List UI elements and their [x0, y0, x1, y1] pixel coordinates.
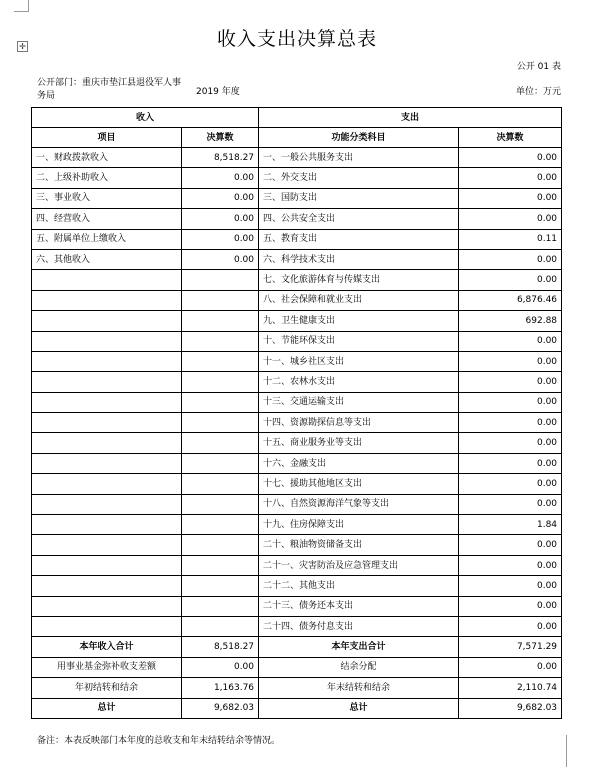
document-title: 收入支出决算总表 [216, 28, 377, 50]
table-row [32, 453, 562, 473]
income-item-value [182, 616, 259, 636]
income-item-label [32, 290, 182, 310]
expense-item-label: 二十二、其他支出 [259, 576, 459, 596]
form-code: 公开 01 表 [516, 62, 561, 72]
summary-right-label: 结余分配 [259, 657, 459, 677]
income-item-label: 六、其他收入 [32, 249, 182, 269]
income-item-value: 8,518.27 [182, 148, 259, 168]
income-item-value [182, 474, 259, 494]
expense-item-label: 二十四、债务付息支出 [259, 616, 459, 636]
function-item-column-header: 功能分类科目 [259, 128, 459, 148]
summary-left-label: 本年收入合计 [32, 637, 182, 657]
expense-item-label: 十三、交通运输支出 [259, 392, 459, 412]
expense-item-value: 0.00 [459, 494, 562, 514]
table-row [32, 616, 562, 636]
summary-right-value: 9,682.03 [459, 698, 562, 718]
income-item-value [182, 555, 259, 575]
expense-item-value: 0.00 [459, 453, 562, 473]
income-item-value [182, 351, 259, 371]
expense-item-value: 0.00 [459, 188, 562, 208]
page-corner-mark [14, 0, 29, 12]
income-item-value [182, 453, 259, 473]
footnote: 备注：本表反映部门本年度的总收支和年末结转结余等情况。 [37, 736, 281, 746]
expense-item-label: 十八、自然资源海洋气象等支出 [259, 494, 459, 514]
summary-row [32, 637, 562, 657]
summary-left-label: 总计 [32, 698, 182, 718]
table-row [32, 270, 562, 290]
expense-header: 支出 [259, 108, 562, 128]
income-item-value [182, 270, 259, 290]
department-label: 公开部门：重庆市垫江县退役军人事务局 [37, 78, 182, 101]
table-row [32, 249, 562, 269]
income-item-label: 五、附属单位上缴收入 [32, 229, 182, 249]
expense-item-value: 0.00 [459, 474, 562, 494]
summary-right-value: 7,571.29 [459, 637, 562, 657]
income-item-value [182, 290, 259, 310]
income-item-label [32, 515, 182, 535]
income-item-value: 0.00 [182, 229, 259, 249]
income-item-label: 一、财政拨款收入 [32, 148, 182, 168]
expense-item-label: 十五、商业服务业等支出 [259, 433, 459, 453]
amount2-column-header: 决算数 [459, 128, 562, 148]
table-row [32, 229, 562, 249]
table-row [32, 555, 562, 575]
income-item-value [182, 494, 259, 514]
income-item-label: 二、上级补助收入 [32, 168, 182, 188]
income-item-value [182, 372, 259, 392]
income-item-value [182, 576, 259, 596]
income-item-label: 三、事业收入 [32, 188, 182, 208]
income-item-value [182, 433, 259, 453]
income-item-label [32, 616, 182, 636]
income-item-label [32, 474, 182, 494]
income-item-label [32, 392, 182, 412]
table-row [32, 413, 562, 433]
expense-item-value: 0.00 [459, 168, 562, 188]
income-item-label [32, 535, 182, 555]
expense-item-value: 6,876.46 [459, 290, 562, 310]
income-item-label [32, 270, 182, 290]
summary-right-label: 本年支出合计 [259, 637, 459, 657]
income-item-label [32, 555, 182, 575]
income-item-value: 0.00 [182, 168, 259, 188]
expense-item-label: 四、公共安全支出 [259, 209, 459, 229]
table-row [32, 311, 562, 331]
table-row [32, 535, 562, 555]
expense-item-value: 0.00 [459, 576, 562, 596]
table-row [32, 209, 562, 229]
table-row [32, 351, 562, 371]
table-row [32, 372, 562, 392]
expense-item-value: 0.00 [459, 372, 562, 392]
income-item-value [182, 596, 259, 616]
table-row [32, 433, 562, 453]
income-item-label [32, 331, 182, 351]
expense-item-value: 0.00 [459, 392, 562, 412]
income-item-label [32, 311, 182, 331]
expense-item-value: 0.00 [459, 555, 562, 575]
income-item-value [182, 331, 259, 351]
item-column-header: 项目 [32, 128, 182, 148]
expense-item-value: 0.00 [459, 351, 562, 371]
income-item-value: 0.00 [182, 188, 259, 208]
summary-row [32, 698, 562, 718]
expense-item-value: 1.84 [459, 515, 562, 535]
income-item-label [32, 433, 182, 453]
summary-left-label: 用事业基金弥补收支差额 [32, 657, 182, 677]
summary-left-value: 1,163.76 [182, 678, 259, 698]
table-row [32, 331, 562, 351]
table-row [32, 596, 562, 616]
income-item-label [32, 596, 182, 616]
expense-item-label: 八、社会保障和就业支出 [259, 290, 459, 310]
summary-left-value: 9,682.03 [182, 698, 259, 718]
expense-item-label: 十六、金融支出 [259, 453, 459, 473]
table-row [32, 148, 562, 168]
summary-row [32, 678, 562, 698]
expense-item-value: 692.88 [459, 311, 562, 331]
income-header: 收入 [32, 108, 259, 128]
income-item-label [32, 372, 182, 392]
expense-item-label: 十一、城乡社区支出 [259, 351, 459, 371]
expense-item-label: 二十一、灾害防治及应急管理支出 [259, 555, 459, 575]
income-item-value [182, 535, 259, 555]
expense-item-label: 二、外交支出 [259, 168, 459, 188]
budget-summary-table [31, 107, 562, 719]
expense-item-value: 0.00 [459, 616, 562, 636]
summary-left-label: 年初结转和结余 [32, 678, 182, 698]
expense-item-value: 0.00 [459, 433, 562, 453]
expense-item-value: 0.00 [459, 148, 562, 168]
expense-item-label: 十、节能环保支出 [259, 331, 459, 351]
income-item-value [182, 311, 259, 331]
summary-row [32, 657, 562, 677]
fiscal-year-label: 2019 年度 [196, 87, 240, 97]
income-item-label [32, 453, 182, 473]
expense-item-label: 三、国防支出 [259, 188, 459, 208]
expense-item-value: 0.00 [459, 413, 562, 433]
summary-left-value: 0.00 [182, 657, 259, 677]
expense-item-label: 十九、住房保障支出 [259, 515, 459, 535]
expense-item-value: 0.00 [459, 209, 562, 229]
income-item-value [182, 515, 259, 535]
table-row [32, 290, 562, 310]
summary-right-label: 总计 [259, 698, 459, 718]
expense-item-label: 十四、资源勘探信息等支出 [259, 413, 459, 433]
unit-label: 单位：万元 [515, 87, 561, 97]
summary-right-value: 0.00 [459, 657, 562, 677]
expense-item-value: 0.00 [459, 596, 562, 616]
expense-item-value: 0.00 [459, 270, 562, 290]
income-item-label [32, 351, 182, 371]
expense-item-label: 七、文化旅游体育与传媒支出 [259, 270, 459, 290]
table-row [32, 392, 562, 412]
table-row [32, 168, 562, 188]
expense-item-label: 六、科学技术支出 [259, 249, 459, 269]
page-margin-mark [566, 735, 567, 767]
table-header-row [32, 108, 562, 128]
expense-item-label: 二十三、债务还本支出 [259, 596, 459, 616]
expense-item-value: 0.00 [459, 535, 562, 555]
income-item-label [32, 494, 182, 514]
income-item-value [182, 392, 259, 412]
amount-column-header: 决算数 [182, 128, 259, 148]
income-item-label: 四、经营收入 [32, 209, 182, 229]
expense-item-label: 十二、农林水支出 [259, 372, 459, 392]
table-subheader-row [32, 128, 562, 148]
income-item-label [32, 576, 182, 596]
table-row [32, 494, 562, 514]
expense-item-label: 一、一般公共服务支出 [259, 148, 459, 168]
income-item-value: 0.00 [182, 249, 259, 269]
summary-right-value: 2,110.74 [459, 678, 562, 698]
table-row [32, 515, 562, 535]
expense-item-label: 二十、粮油物资储备支出 [259, 535, 459, 555]
table-row [32, 474, 562, 494]
expense-item-label: 九、卫生健康支出 [259, 311, 459, 331]
income-item-label [32, 413, 182, 433]
summary-left-value: 8,518.27 [182, 637, 259, 657]
table-row [32, 576, 562, 596]
table-move-handle-icon[interactable]: ✛ [17, 41, 28, 52]
expense-item-value: 0.00 [459, 249, 562, 269]
table-row [32, 188, 562, 208]
income-item-value [182, 413, 259, 433]
expense-item-label: 十七、援助其他地区支出 [259, 474, 459, 494]
expense-item-label: 五、教育支出 [259, 229, 459, 249]
expense-item-value: 0.00 [459, 331, 562, 351]
income-item-value: 0.00 [182, 209, 259, 229]
summary-right-label: 年末结转和结余 [259, 678, 459, 698]
expense-item-value: 0.11 [459, 229, 562, 249]
